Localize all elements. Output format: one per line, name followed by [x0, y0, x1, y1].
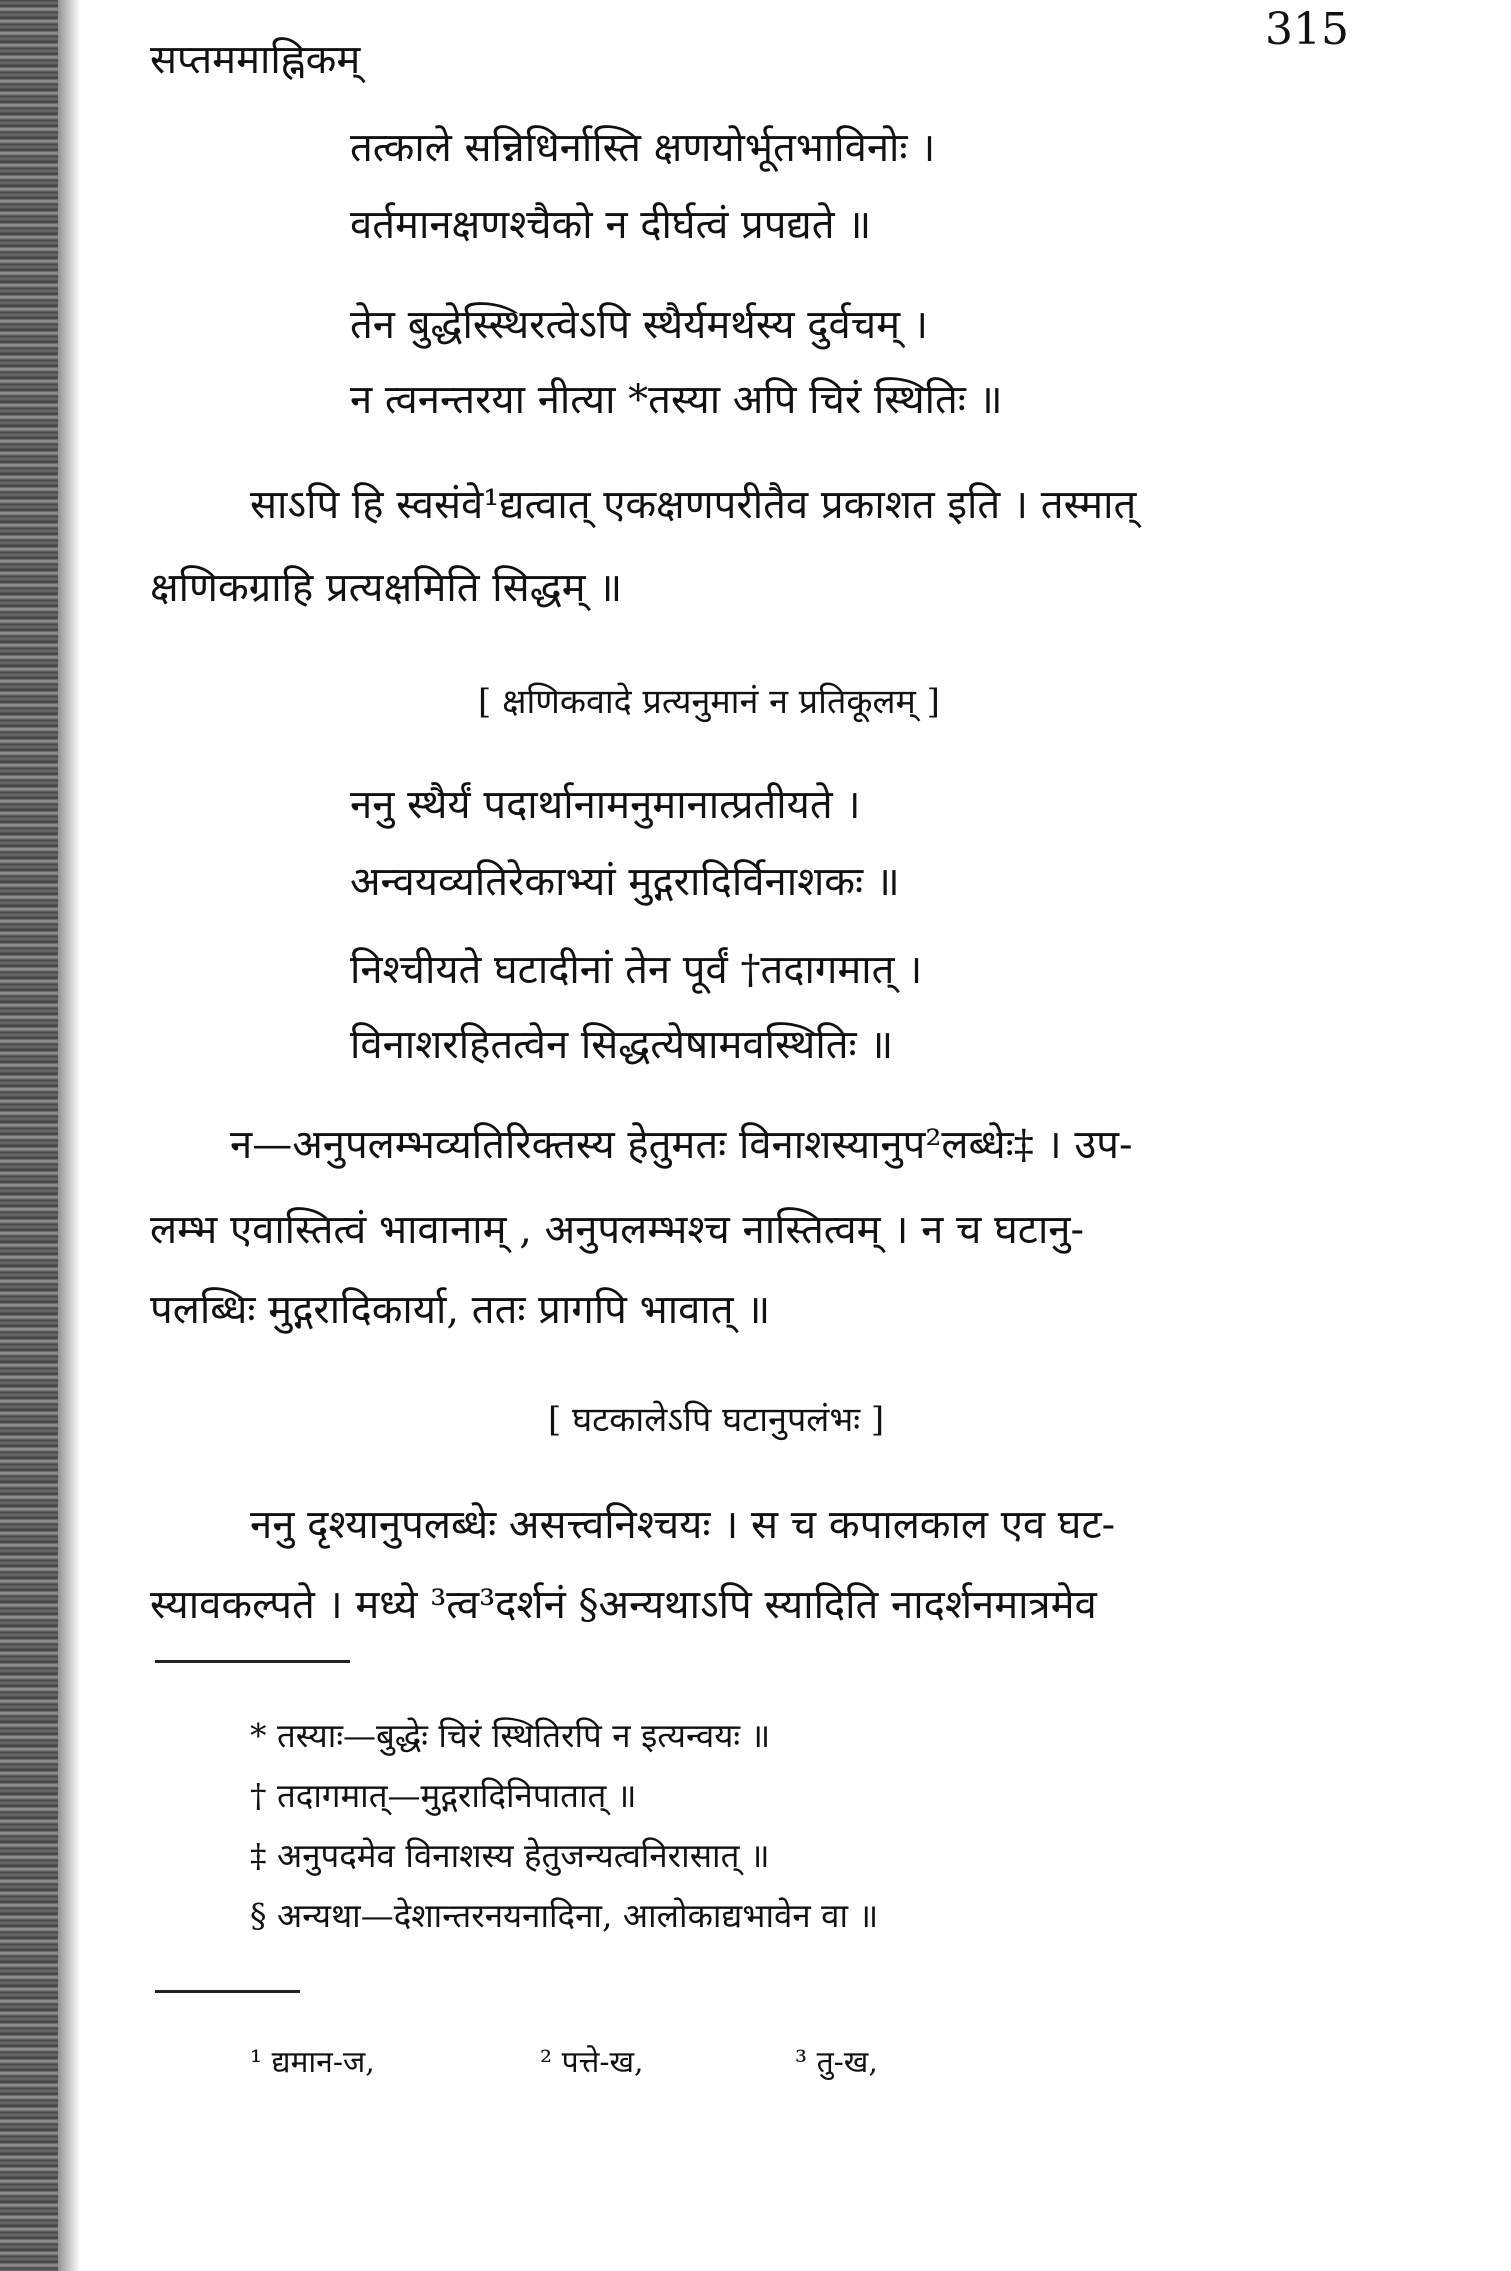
verse-line: विनाशरहितत्वेन सिद्धत्येषामवस्थितिः ॥: [350, 1022, 894, 1068]
verse-line: अन्वयव्यतिरेकाभ्यां मुद्गरादिर्विनाशकः ॥: [350, 859, 900, 905]
footnote: * तस्याः—बुद्धेः चिरं स्थितिरपि न इत्यन्वयः ॥: [250, 1716, 771, 1755]
page-number: 315: [1265, 4, 1349, 55]
verse-line: तत्काले सन्निधिर्नास्ति क्षणयोर्भूतभाविनोः ।: [350, 125, 936, 171]
prose-line: क्षणिकग्राहि प्रत्यक्षमिति सिद्धम् ॥: [150, 565, 623, 611]
prose-line: साऽपि हि स्वसंवे¹द्यत्वात् एकक्षणपरीतैव प्रकाशत इति । तस्मात्: [250, 482, 1137, 528]
spine-gradient: [58, 0, 80, 2271]
prose-line: पलब्धिः मुद्गरादिकार्या, ततः प्रागपि भावात् ॥: [150, 1287, 771, 1333]
prose-line: न—अनुपलम्भव्यतिरिक्तस्य हेतुमतः विनाशस्यानुप²लब्धेः‡ । उप-: [230, 1122, 1133, 1168]
variant-reading: ³ तु-ख,: [795, 2045, 878, 2080]
prose-line: लम्भ एवास्तित्वं भावानाम् , अनुपलम्भश्च नास्तित्वम् । न च घटानु-: [150, 1207, 1085, 1253]
variant-reading: ¹ द्यमान-ज,: [250, 2045, 375, 2080]
verse-line: तेन बुद्धेस्स्थिरत्वेऽपि स्थैर्यमर्थस्य दुर्वचम् ।: [350, 302, 928, 348]
variant-separator: [155, 1990, 300, 1993]
footnote: § अन्यथा—देशान्तरनयनादिना, आलोकाद्यभावेन वा ॥: [250, 1896, 879, 1935]
book-spine-shadow: [0, 0, 58, 2271]
prose-line: ननु दृश्यानुपलब्धेः असत्त्वनिश्चयः । स च कपालकाल एव घट-: [250, 1502, 1116, 1548]
section-heading: [ क्षणिकवादे प्रत्यनुमानं न प्रतिकूलम् ]: [478, 682, 940, 722]
running-header-title: सप्तममाह्निकम्: [150, 37, 361, 83]
variant-reading: ² पत्ते-ख,: [540, 2045, 644, 2080]
verse-line: वर्तमानक्षणश्चैको न दीर्घत्वं प्रपद्यते ॥: [350, 202, 872, 248]
verse-line: ननु स्थैर्यं पदार्थानामनुमानात्प्रतीयते ।: [350, 782, 861, 828]
footnote-separator: [155, 1660, 350, 1663]
footnote: † तदागमात्—मुद्गरादिनिपातात् ॥: [250, 1776, 637, 1815]
footnote: ‡ अनुपदमेव विनाशस्य हेतुजन्यत्वनिरासात् ॥: [250, 1836, 770, 1875]
verse-line: न त्वनन्तरया नीत्या *तस्या अपि चिरं स्थितिः ॥: [350, 377, 1003, 423]
verse-line: निश्चीयते घटादीनां तेन पूर्वं †तदागमात् ।: [350, 947, 923, 993]
section-heading: [ घटकालेऽपि घटानुपलंभः ]: [548, 1400, 885, 1440]
prose-line: स्यावकल्पते । मध्ये ³त्व³दर्शनं §अन्यथाऽपि स्यादिति नादर्शनमात्रमेव: [150, 1582, 1097, 1628]
